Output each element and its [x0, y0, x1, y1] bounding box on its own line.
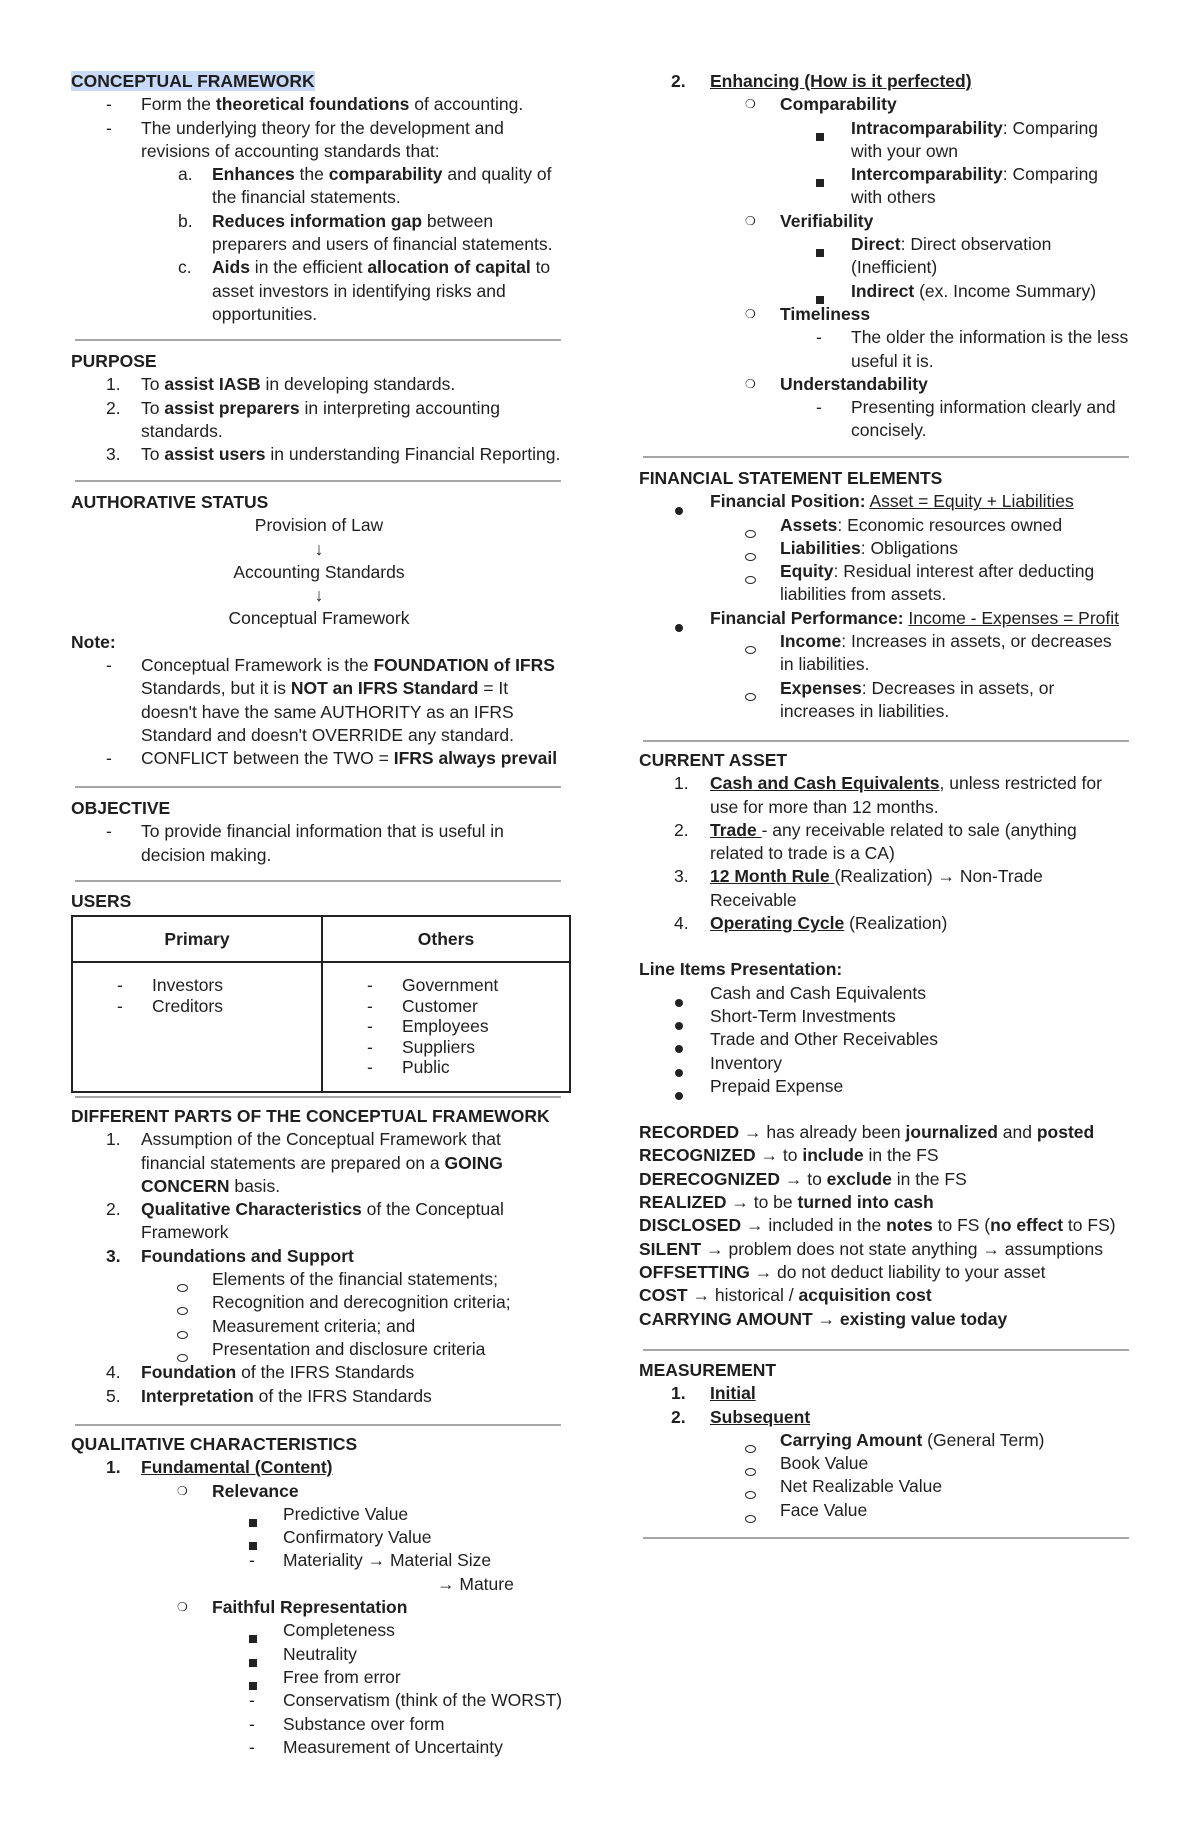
- list-item: - Customer: [367, 995, 478, 1016]
- right-column: 2. Enhancing (How is it perfected) ❍ Comparability Intracomparability: Comparing with your own Intercomparability: Comparing with others ❍ Verifiability Direct: Direct observation (Inefficient) Indirect (ex. Income Summary) ❍ Timeliness - The older the information is the less useful it is. ❍ Understandability - Presenting information clearly and concisely.: [639, 70, 1139, 443]
- list-item: c. Aids in the efficient allocation of capital to: [178, 257, 551, 278]
- term-offsetting: OFFSETTING → do not deduct liability to your asset: [639, 1261, 1046, 1282]
- financial-statement-elements-section: FINANCIAL STATEMENT ELEMENTS Financial Position: Asset = Equity + Liabilities Assets: Economic resources owned Liabilities: Obligations Equity: Residual interest after deducting liabilities from assets. Financial Performance: Income - Expenses = Profit Income: Increases in assets, or decreases in liabilities. Expenses: Decreases in assets, or increases in liabilities.: [639, 467, 1139, 723]
- term-cost: COST → historical / acquisition cost: [639, 1285, 932, 1306]
- list-item: - Creditors: [117, 995, 223, 1016]
- list-item: Net Realizable Value: [639, 1475, 1139, 1498]
- users-table: [71, 915, 571, 1093]
- list-item: - Substance over form: [249, 1713, 445, 1734]
- list-item: - Presenting information clearly and: [816, 397, 1116, 418]
- section-title: PURPOSE: [71, 351, 157, 371]
- list-item: ❍ Faithful Representation: [177, 1597, 408, 1618]
- divider: [75, 786, 561, 788]
- list-item: 2. To assist preparers in interpreting accounting: [106, 397, 500, 418]
- list-item: - Public: [367, 1057, 450, 1078]
- list-item: 1. Fundamental (Content): [106, 1457, 333, 1478]
- list-item: b. Reduces information gap between: [178, 210, 494, 231]
- section-title: OBJECTIVE: [71, 798, 171, 818]
- list-item: 5. Interpretation of the IFRS Standards: [106, 1385, 432, 1406]
- list-item: 4. Foundation of the IFRS Standards: [106, 1362, 415, 1383]
- current-asset-section: CURRENT ASSET 1. Cash and Cash Equivalents, unless restricted for use for more than 12 months. 2. Trade - any receivable related to sale (anything related to trade is a CA) 3. 12 Month Rule (Realization) → Non-Trade Receivable 4. Operating Cycle (Realization) Line Items Presentation: Cash and Cash Equivalents Short-Term Investments Trade and Other Receivables Inventory Prepaid Expense RECORDED → has already been journalized and posted RECOGNIZED → to include in the FS DERECOGNIZED → to exclude in the FS REALIZED → to be turned into cash DISCLOSED → included in the notes to FS (no effect to FS) SILENT → problem does not state anything → assumptions OFFSETTING → do not deduct liability to your asset COST → historical / acquisition cost CARRYING AMOUNT → existing value today: [639, 749, 1139, 1331]
- list-item: Assets: Economic resources owned: [639, 514, 1139, 537]
- divider: [75, 339, 561, 341]
- list-item: 1. Initial: [671, 1383, 756, 1404]
- list-item: ❍ Timeliness: [745, 303, 871, 324]
- list-item: - Measurement of Uncertainty: [249, 1736, 503, 1757]
- list-item: - Materiality → Material Size: [249, 1550, 492, 1571]
- table-header: Primary: [72, 916, 322, 962]
- term-carrying-amount: CARRYING AMOUNT → existing value today: [639, 1308, 1008, 1329]
- divider: [643, 1537, 1129, 1539]
- section-title: QUALITATIVE CHARACTERISTICS: [71, 1434, 358, 1454]
- left-column: CONCEPTUAL FRAMEWORK - Form the theoretical foundations of accounting. - The underlying theory for the development and revisions of accounting standards that: a. Enhances the comparability and quality of the financial statements. b. Reduces information gap between preparers and users of financial statements. c. Aids in the efficient allocation of capital to asset investors in identifying risks and opportunities.: [71, 70, 567, 326]
- list-item: - CONFLICT between the TWO = IFRS always prevail: [106, 748, 558, 769]
- list-item: Financial Position: Asset = Equity + Liabilities: [639, 490, 1139, 513]
- list-item: Inventory: [639, 1052, 1139, 1075]
- table-cell: [72, 962, 322, 1092]
- term-recognized: RECOGNIZED → to include in the FS: [639, 1145, 939, 1166]
- list-item: - The underlying theory for the development and: [106, 117, 504, 138]
- list-item: ❍ Relevance: [177, 1480, 299, 1501]
- divider: [643, 740, 1129, 742]
- term-derecognized: DERECOGNIZED → to exclude in the FS: [639, 1168, 967, 1189]
- list-item: Book Value: [639, 1452, 1139, 1475]
- term-disclosed: DISCLOSED → included in the notes to FS (no effect to FS): [639, 1215, 1116, 1236]
- list-item: 2. Qualitative Characteristics of the Conceptual: [106, 1199, 504, 1220]
- down-arrow-icon: ↓: [314, 585, 324, 606]
- list-item: Direct: Direct observation: [639, 233, 1139, 256]
- line-items-title: Line Items Presentation:: [639, 959, 843, 980]
- term-recorded: RECORDED → has already been journalized and posted: [639, 1122, 1095, 1143]
- divider: [643, 456, 1129, 458]
- section-title: USERS: [71, 891, 132, 911]
- list-item: Completeness: [71, 1619, 567, 1642]
- users-section: [71, 890, 567, 913]
- list-item: Expenses: Decreases in assets, or: [639, 677, 1139, 700]
- list-item: Prepaid Expense: [639, 1075, 1139, 1098]
- list-item: Free from error: [71, 1666, 567, 1689]
- table-header: Others: [322, 916, 570, 962]
- measurement-section: [639, 1359, 1139, 1522]
- list-item: ❍ Comparability: [745, 94, 897, 115]
- list-item: Face Value: [639, 1499, 1139, 1522]
- list-item: Measurement criteria; and: [71, 1315, 567, 1338]
- term-realized: REALIZED → to be turned into cash: [639, 1192, 934, 1213]
- list-item: Income: Increases in assets, or decreases: [639, 630, 1139, 653]
- list-item: Liabilities: Obligations: [639, 537, 1139, 560]
- list-item: 3. To assist users in understanding Financial Reporting.: [106, 444, 561, 465]
- parts-section: DIFFERENT PARTS OF THE CONCEPTUAL FRAMEWORK 1. Assumption of the Conceptual Framework that financial statements are prepared on a GOING CONCERN basis. 2. Qualitative Characteristics of the Conceptual Framework 3. Foundations and Support Elements of the financial statements; Recognition and derecognition criteria; Measurement criteria; and Presentation and disclosure criteria 4. Foundation of the IFRS Standards 5. Interpretation of the IFRS Standards: [71, 1105, 567, 1408]
- list-item: - Government: [367, 975, 499, 995]
- list-item: a. Enhances the comparability and quality of: [178, 164, 552, 185]
- list-item: - The older the information is the less: [816, 327, 1129, 348]
- section-title: MEASUREMENT: [639, 1360, 777, 1380]
- list-item: Equity: Residual interest after deducting: [639, 560, 1139, 583]
- purpose-section: PURPOSE 1. To assist IASB in developing standards. 2. To assist preparers in interpreting accounting standards. 3. To assist users in understanding Financial Reporting.: [71, 350, 567, 466]
- list-item: - Conservatism (think of the WORST): [249, 1690, 563, 1711]
- list-item: Carrying Amount (General Term): [639, 1429, 1139, 1452]
- section-conceptual-framework: CONCEPTUAL FRAMEWORK: [71, 71, 315, 91]
- list-item: Confirmatory Value: [71, 1526, 567, 1549]
- list-item: Neutrality: [71, 1643, 567, 1666]
- list-item: - Investors: [117, 975, 223, 995]
- list-item: 1. Cash and Cash Equivalents, unless restricted for: [674, 773, 1102, 794]
- list-item: Predictive Value: [71, 1503, 567, 1526]
- list-item: Trade and Other Receivables: [639, 1028, 1139, 1051]
- list-item: Intercomparability: Comparing: [639, 163, 1139, 186]
- list-item: 2. Subsequent: [671, 1406, 811, 1427]
- list-item: 3. Foundations and Support: [106, 1245, 354, 1266]
- list-item: Elements of the financial statements;: [71, 1268, 567, 1291]
- term-silent: SILENT → problem does not state anything → assumptions: [639, 1238, 1103, 1259]
- authoritative-status-section: AUTHORATIVE STATUS Provision of Law ↓ Accounting Standards ↓ Conceptual Framework Note: - Conceptual Framework is the FOUNDATION of IFRS Standards, but it is NOT an IFRS Standard = It doesn't have the same AUTHORITY as an IFRS Standard and doesn't OVERRIDE any standard. - CONFLICT between the TWO = IFRS always prevail: [71, 491, 567, 771]
- list-item: Financial Performance: Income - Expenses = Profit: [639, 607, 1139, 630]
- objective-section: OBJECTIVE - To provide financial information that is useful in decision making.: [71, 797, 567, 867]
- section-title: DIFFERENT PARTS OF THE CONCEPTUAL FRAMEWORK: [71, 1106, 550, 1126]
- list-item: 2. Trade - any receivable related to sale (anything: [674, 819, 1077, 840]
- section-title: CURRENT ASSET: [639, 750, 788, 770]
- list-item: Intracomparability: Comparing: [639, 117, 1139, 140]
- qualitative-characteristics-section: QUALITATIVE CHARACTERISTICS 1. Fundamental (Content) ❍ Relevance Predictive Value Confirmatory Value - Materiality → Material Size → Mature ❍ Faithful Representation Completeness Neutrality Free from error - Conservatism (think of the WORST) - Substance over form - Measurement of Uncertainty: [71, 1433, 567, 1759]
- list-item: 3. 12 Month Rule (Realization) → Non-Trade: [674, 866, 1043, 887]
- list-item: - Conceptual Framework is the FOUNDATION of IFRS: [106, 655, 555, 676]
- list-item: Recognition and derecognition criteria;: [71, 1291, 567, 1314]
- divider: [75, 1424, 561, 1426]
- list-item: 2. Enhancing (How is it perfected): [671, 71, 972, 91]
- list-item: - Suppliers: [367, 1036, 475, 1057]
- divider: [75, 480, 561, 482]
- divider: [643, 1349, 1129, 1351]
- list-item: Indirect (ex. Income Summary): [639, 280, 1139, 303]
- list-item: - To provide financial information that is useful in: [106, 821, 504, 842]
- list-item: Presentation and disclosure criteria: [71, 1338, 567, 1361]
- divider: [75, 880, 561, 882]
- list-item: ❍ Understandability: [745, 373, 928, 394]
- list-item: ❍ Verifiability: [745, 210, 874, 231]
- section-title: FINANCIAL STATEMENT ELEMENTS: [639, 468, 943, 488]
- list-item: 1. To assist IASB in developing standards.: [106, 374, 456, 395]
- down-arrow-icon: ↓: [314, 538, 324, 559]
- table-cell: [322, 962, 570, 1092]
- section-title: AUTHORATIVE STATUS: [71, 492, 269, 512]
- list-item: - Form the theoretical foundations of accounting.: [106, 94, 524, 115]
- divider: [75, 1096, 561, 1098]
- list-item: Short-Term Investments: [639, 1005, 1139, 1028]
- list-item: 4. Operating Cycle (Realization): [674, 913, 948, 934]
- list-item: 1. Assumption of the Conceptual Framework that: [106, 1129, 501, 1150]
- note-label: Note:: [71, 631, 116, 652]
- list-item: Cash and Cash Equivalents: [639, 982, 1139, 1005]
- list-item: - Employees: [367, 1016, 489, 1037]
